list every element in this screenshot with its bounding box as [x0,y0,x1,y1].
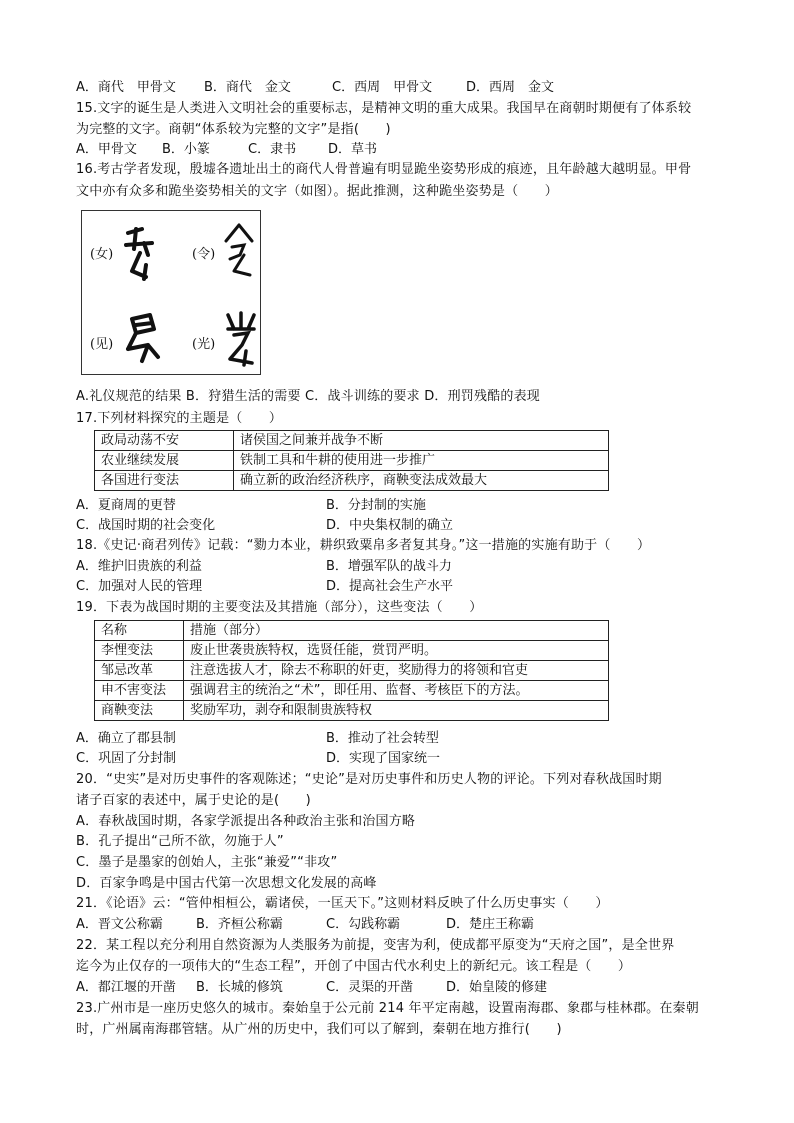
q22-option-b[interactable]: B．长城的修筑 [196,980,283,995]
oracle-glyph-ling-icon [222,221,256,279]
q21-option-c[interactable]: C．勾践称霸 [326,917,401,932]
table-row [95,621,609,641]
q23-stem-line2: 时，广州属南海郡管辖。从广州的历史中，我们可以了解到，秦朝在地方推行( ) [76,1022,562,1037]
table-cell: 申不害变法 [95,681,184,701]
q15-option-d[interactable]: D．草书 [328,142,378,157]
oracle-glyph-nv-icon [122,225,158,281]
table-row [95,681,609,701]
figure-label-guang: (光) [192,337,216,352]
q22-stem-line2: 迄今为止仅存的一项伟大的“生态工程”，开创了中国古代水利史上的新纪元。该工程是（ ） [76,959,632,974]
table-row [95,701,609,721]
table-cell: 诸侯国之间兼并战争不断 [234,431,609,451]
q22-stem-line1: 22．某工程以充分利用自然资源为人类服务为前提，变害为利，使成都平原变为“天府之国”，是全世界 [76,938,675,953]
table-cell: 废止世袭贵族特权，选贤任能，赏罚严明。 [184,641,609,661]
q17-option-d[interactable]: D．中央集权制的确立 [326,518,454,533]
q14-option-d[interactable]: D．西周 金文 [466,80,555,95]
table-cell: 商鞅变法 [95,701,184,721]
table-row [95,661,609,681]
q18-option-b[interactable]: B．增强军队的战斗力 [326,559,452,574]
oracle-bone-figure [81,210,261,375]
q20-stem-line2: 诸子百家的表述中，属于史论的是( ) [76,793,311,808]
q16-stem-line2: 文中亦有众多和跪坐姿势相关的文字（如图）。据此推测，这种跪坐姿势是（ ） [76,184,558,199]
q15-option-a[interactable]: A．甲骨文 [76,142,137,157]
q18-option-c[interactable]: C．加强对人民的管理 [76,579,203,594]
oracle-glyph-guang-icon [222,311,260,367]
q16-stem-line1: 16.考古学者发现，殷墟各遗址出土的商代人骨普遍有明显跪坐姿势形成的痕迹，且年龄越大越明显。甲骨 [76,162,692,177]
q18-option-a[interactable]: A．维护旧贵族的利益 [76,559,202,574]
q23-stem-line1: 23.广州市是一座历史悠久的城市。秦始皇于公元前 214 年平定南越，设置南海郡、象郡与桂林郡。在秦朝 [76,1001,699,1016]
q19-option-c[interactable]: C．巩固了分封制 [76,751,177,766]
q15-stem-line2: 为完整的文字。商朝“体系较为完整的文字”是指( ) [76,122,391,137]
table-row [95,471,609,491]
q19-table [94,620,609,721]
q21-option-b[interactable]: B．齐桓公称霸 [196,917,283,932]
q21-stem: 21．《论语》云：“管仲相桓公，霸诸侯，一匡天下。”这则材料反映了什么历史事实（ ） [76,896,609,911]
figure-label-jian: (见) [90,337,114,352]
table-header-cell: 措施（部分） [184,621,609,641]
q22-option-a[interactable]: A．都江堰的开凿 [76,980,176,995]
q17-stem: 17.下列材料探究的主题是（ ） [76,411,283,426]
figure-label-nv: (女) [90,247,114,262]
figure-label-ling: (令) [192,247,216,262]
q18-option-d[interactable]: D．提高社会生产水平 [326,579,454,594]
q16-options[interactable]: A.礼仪规范的结果 B．狩猎生活的需要 C．战斗训练的要求 D．刑罚残酷的表现 [76,389,541,404]
q17-table [94,430,609,491]
table-cell: 确立新的政治经济秩序，商鞅变法成效最大 [234,471,609,491]
q17-option-c[interactable]: C．战国时期的社会变化 [76,518,216,533]
table-cell: 邹忌改革 [95,661,184,681]
q18-stem: 18.《史记·商君列传》记载：“勠力本业，耕织致粟帛多者复其身。”这一措施的实施有助于（ ） [76,538,651,553]
q19-stem: 19．下表为战国时期的主要变法及其措施（部分），这些变法（ ） [76,600,483,615]
q14-option-b[interactable]: B．商代 金文 [204,80,291,95]
q19-option-d[interactable]: D．实现了国家统一 [326,751,441,766]
q20-option-c[interactable]: C．墨子是墨家的创始人，主张“兼爱”“非攻” [76,855,338,870]
table-cell: 注意选拔人才，除去不称职的奸吏，奖励得力的将领和官吏 [184,661,609,681]
q20-option-b[interactable]: B．孔子提出“己所不欲，勿施于人” [76,834,284,849]
table-row [95,431,609,451]
q19-option-a[interactable]: A．确立了郡县制 [76,731,176,746]
q20-option-d[interactable]: D．百家争鸣是中国古代第一次思想文化发展的高峰 [76,876,377,891]
table-cell: 李悝变法 [95,641,184,661]
q21-option-d[interactable]: D．楚庄王称霸 [446,917,535,932]
q19-option-b[interactable]: B．推动了社会转型 [326,731,439,746]
q15-option-b[interactable]: B．小篆 [162,142,210,157]
q17-option-b[interactable]: B．分封制的实施 [326,498,426,513]
table-cell: 各国进行变法 [95,471,234,491]
table-row [95,451,609,471]
q14-option-a[interactable]: A．商代 甲骨文 [76,80,176,95]
table-cell: 政局动荡不安 [95,431,234,451]
table-cell: 农业继续发展 [95,451,234,471]
table-cell: 奖励军功，剥夺和限制贵族特权 [184,701,609,721]
q14-option-c[interactable]: C．西周 甲骨文 [332,80,433,95]
q22-option-d[interactable]: D．始皇陵的修建 [446,980,548,995]
q15-stem-line1: 15.文字的诞生是人类进入文明社会的重要标志，是精神文明的重大成果。我国早在商朝时期便有了体系较 [76,101,692,116]
q15-option-c[interactable]: C．隶书 [248,142,297,157]
q21-option-a[interactable]: A．晋文公称霸 [76,917,163,932]
q22-option-c[interactable]: C．灵渠的开凿 [326,980,414,995]
table-cell: 强调君主的统治之“术”，即任用、监督、考核臣下的方法。 [184,681,609,701]
table-header-cell: 名称 [95,621,184,641]
table-cell: 铁制工具和牛耕的使用进一步推广 [234,451,609,471]
q20-stem-line1: 20．“史实”是对历史事件的客观陈述；“史论”是对历史事件和历史人物的评论。下列对春秋战国时期 [76,772,662,787]
q20-option-a[interactable]: A．春秋战国时期，各家学派提出各种政治主张和治国方略 [76,814,416,829]
q17-option-a[interactable]: A．夏商周的更替 [76,498,176,513]
table-row [95,641,609,661]
oracle-glyph-jian-icon [122,311,162,367]
